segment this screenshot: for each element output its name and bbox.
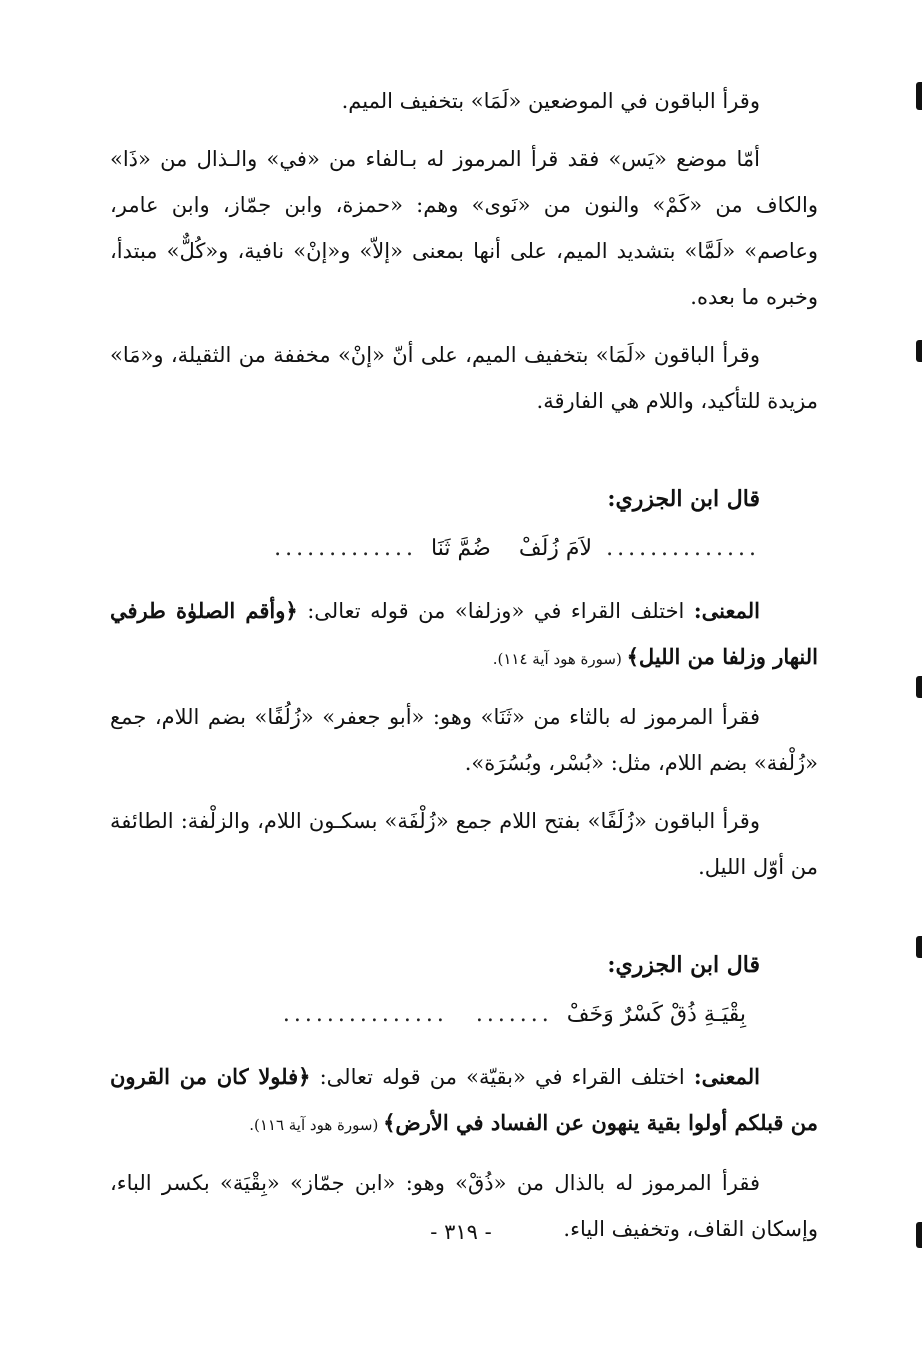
meaning-label: المعنى: [693, 598, 761, 623]
paragraph-meaning-2 [110, 1054, 818, 1148]
paragraph-yasin-reading: أمّا موضع «يَس» فقد قرأ المرموز له بـالفاء من «في» والـذال من «ذَا» والكاف من «كَمْ» والنون من «نَوى» وهم: «حمزة، وابن جمّاز، وابن عامر، وعاصم» «لَمَّا» بتشديد الميم، على أنها بمعنى «إلاّ» و«إنْ» نافية، و«كُلٌّ» مبتدأ، وخبره ما بعده. [110, 147, 818, 309]
verse-word-2: ضُمَّ ثَنَا [431, 536, 491, 561]
page-number: - ٣١٩ - [430, 1220, 492, 1244]
page-body [110, 78, 818, 1264]
meaning-label: المعنى: [693, 1064, 760, 1089]
quran-quote: ﴿وأقم الصلوٰة طرفي النهار وزلفا من الليل﴾ [110, 598, 818, 669]
paragraph-remaining-readers: وقرأ الباقون في الموضعين «لَمَا» بتخفيف الميم. [341, 89, 760, 113]
verse-line-2 [110, 992, 818, 1038]
paragraph-meaning-1 [110, 588, 818, 682]
section-heading-2: قال ابن الجزري: [607, 952, 760, 978]
verse-text: بِقْيَـةِ ذُقْ كَسْرٌ وَخَفْ [566, 1002, 746, 1027]
verse-line-1 [110, 526, 818, 572]
paragraph-remaining-readers-2: وقرأ الباقون «لَمَا» بتخفيف الميم، على أنّ «إنْ» مخففة من الثقيلة، و«مَا» مزيدة للتأكيد، واللام هي الفارقة. [110, 343, 818, 413]
scan-edge-mark [916, 340, 922, 362]
scan-edge-mark [916, 676, 922, 698]
scan-edge-mark [916, 1222, 922, 1248]
verse-dots-b: ............. [274, 536, 418, 561]
scan-edge-mark [916, 82, 922, 110]
verse-dots-a: .............. [606, 536, 760, 561]
quran-reference: (سورة هود آية ١١٤). [492, 650, 627, 668]
verse-dots-a: ............... [282, 1002, 448, 1027]
quran-reference: (سورة هود آية ١١٦). [249, 1116, 384, 1134]
meaning-text: اختلف القراء في «وزلفا» من قوله تعالى: [297, 599, 694, 623]
scan-edge-mark [916, 936, 922, 958]
quran-quote: ﴿فلولا كان من القرون من قبلكم أولوا بقية ينهون عن الفساد في الأرض﴾ [110, 1064, 818, 1135]
verse-dots-b: ....... [475, 1002, 553, 1027]
verse-word-1: لاَمَ زُلَفْ [518, 536, 593, 561]
meaning-text: اختلف القراء في «بقيّة» من قوله تعالى: [310, 1065, 694, 1089]
paragraph-abu-jafar: فقرأ المرموز له بالثاء من «ثَنَا» وهو: «أبو جعفر» «زُلُفًا» بضم اللام، جمع «زُلْفة» بضم اللام، مثل: «بُسْر، وبُسُرَة». [110, 705, 818, 775]
section-spacer [110, 436, 818, 476]
section-spacer [110, 902, 818, 942]
paragraph-baqiyah: فقرأ المرموز له بالذال من «ذُقْ» وهو: «ابن جمّاز» «بِقْيَة» بكسر الباء، وإسكان القاف، وتخفيف الياء. [110, 1171, 818, 1241]
section-heading-1: قال ابن الجزري: [607, 486, 760, 512]
paragraph-zulafan: وقرأ الباقون «زُلَفًا» بفتح اللام جمع «زُلْفَة» بسكـون اللام، والزلْفة: الطائفة من أوّل الليل. [110, 809, 818, 879]
